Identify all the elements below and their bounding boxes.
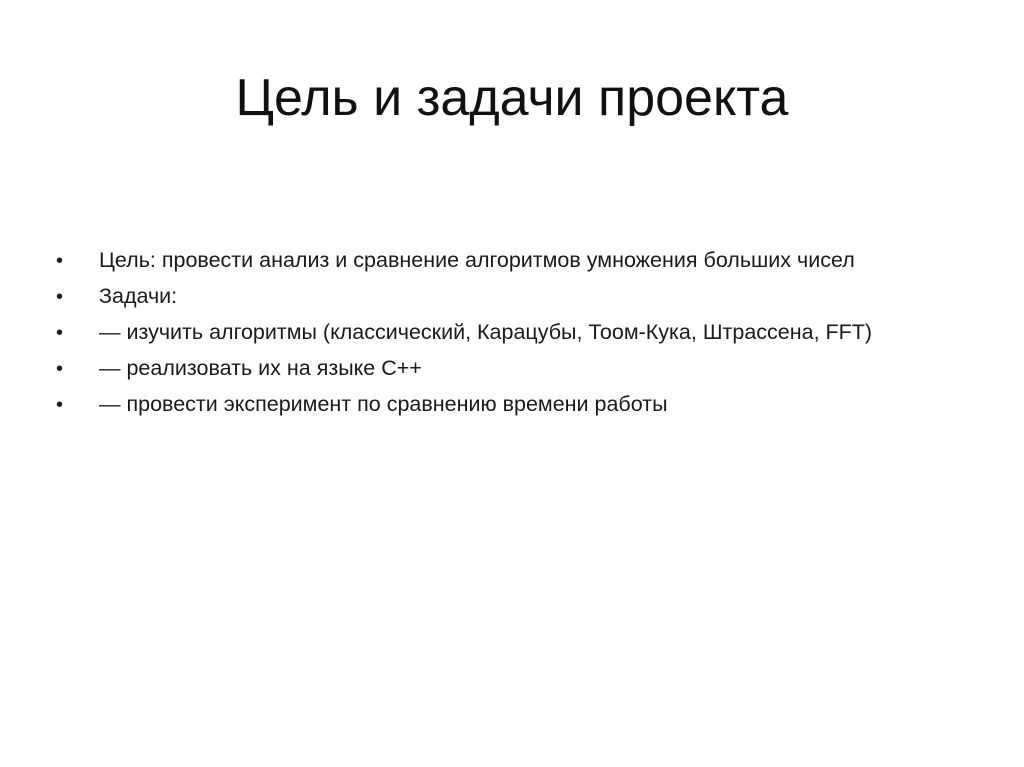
bullet-text-task-experiment: — провести эксперимент по сравнению времени работы	[99, 392, 668, 416]
list-item	[56, 386, 976, 422]
slide-title: Цель и задачи проекта	[235, 69, 789, 127]
bullet-icon: •	[56, 250, 64, 272]
bullet-icon: •	[56, 358, 64, 380]
list-item	[56, 278, 976, 314]
bullet-icon: •	[56, 286, 64, 308]
bullet-text-goal: Цель: провести анализ и сравнение алгоритмов умножения больших чисел	[99, 248, 855, 272]
list-item	[56, 314, 976, 350]
bullet-text-tasks-heading: Задачи:	[99, 284, 178, 308]
bullet-icon: •	[56, 394, 64, 416]
bullet-list	[56, 242, 976, 422]
bullet-text-task-study: — изучить алгоритмы (классический, Карацубы, Тоом-Кука, Штрассена, FFT)	[99, 320, 873, 344]
bullet-icon: •	[56, 322, 64, 344]
bullet-text-task-implement: — реализовать их на языке C++	[99, 356, 422, 380]
list-item	[56, 350, 976, 386]
list-item	[56, 242, 976, 278]
